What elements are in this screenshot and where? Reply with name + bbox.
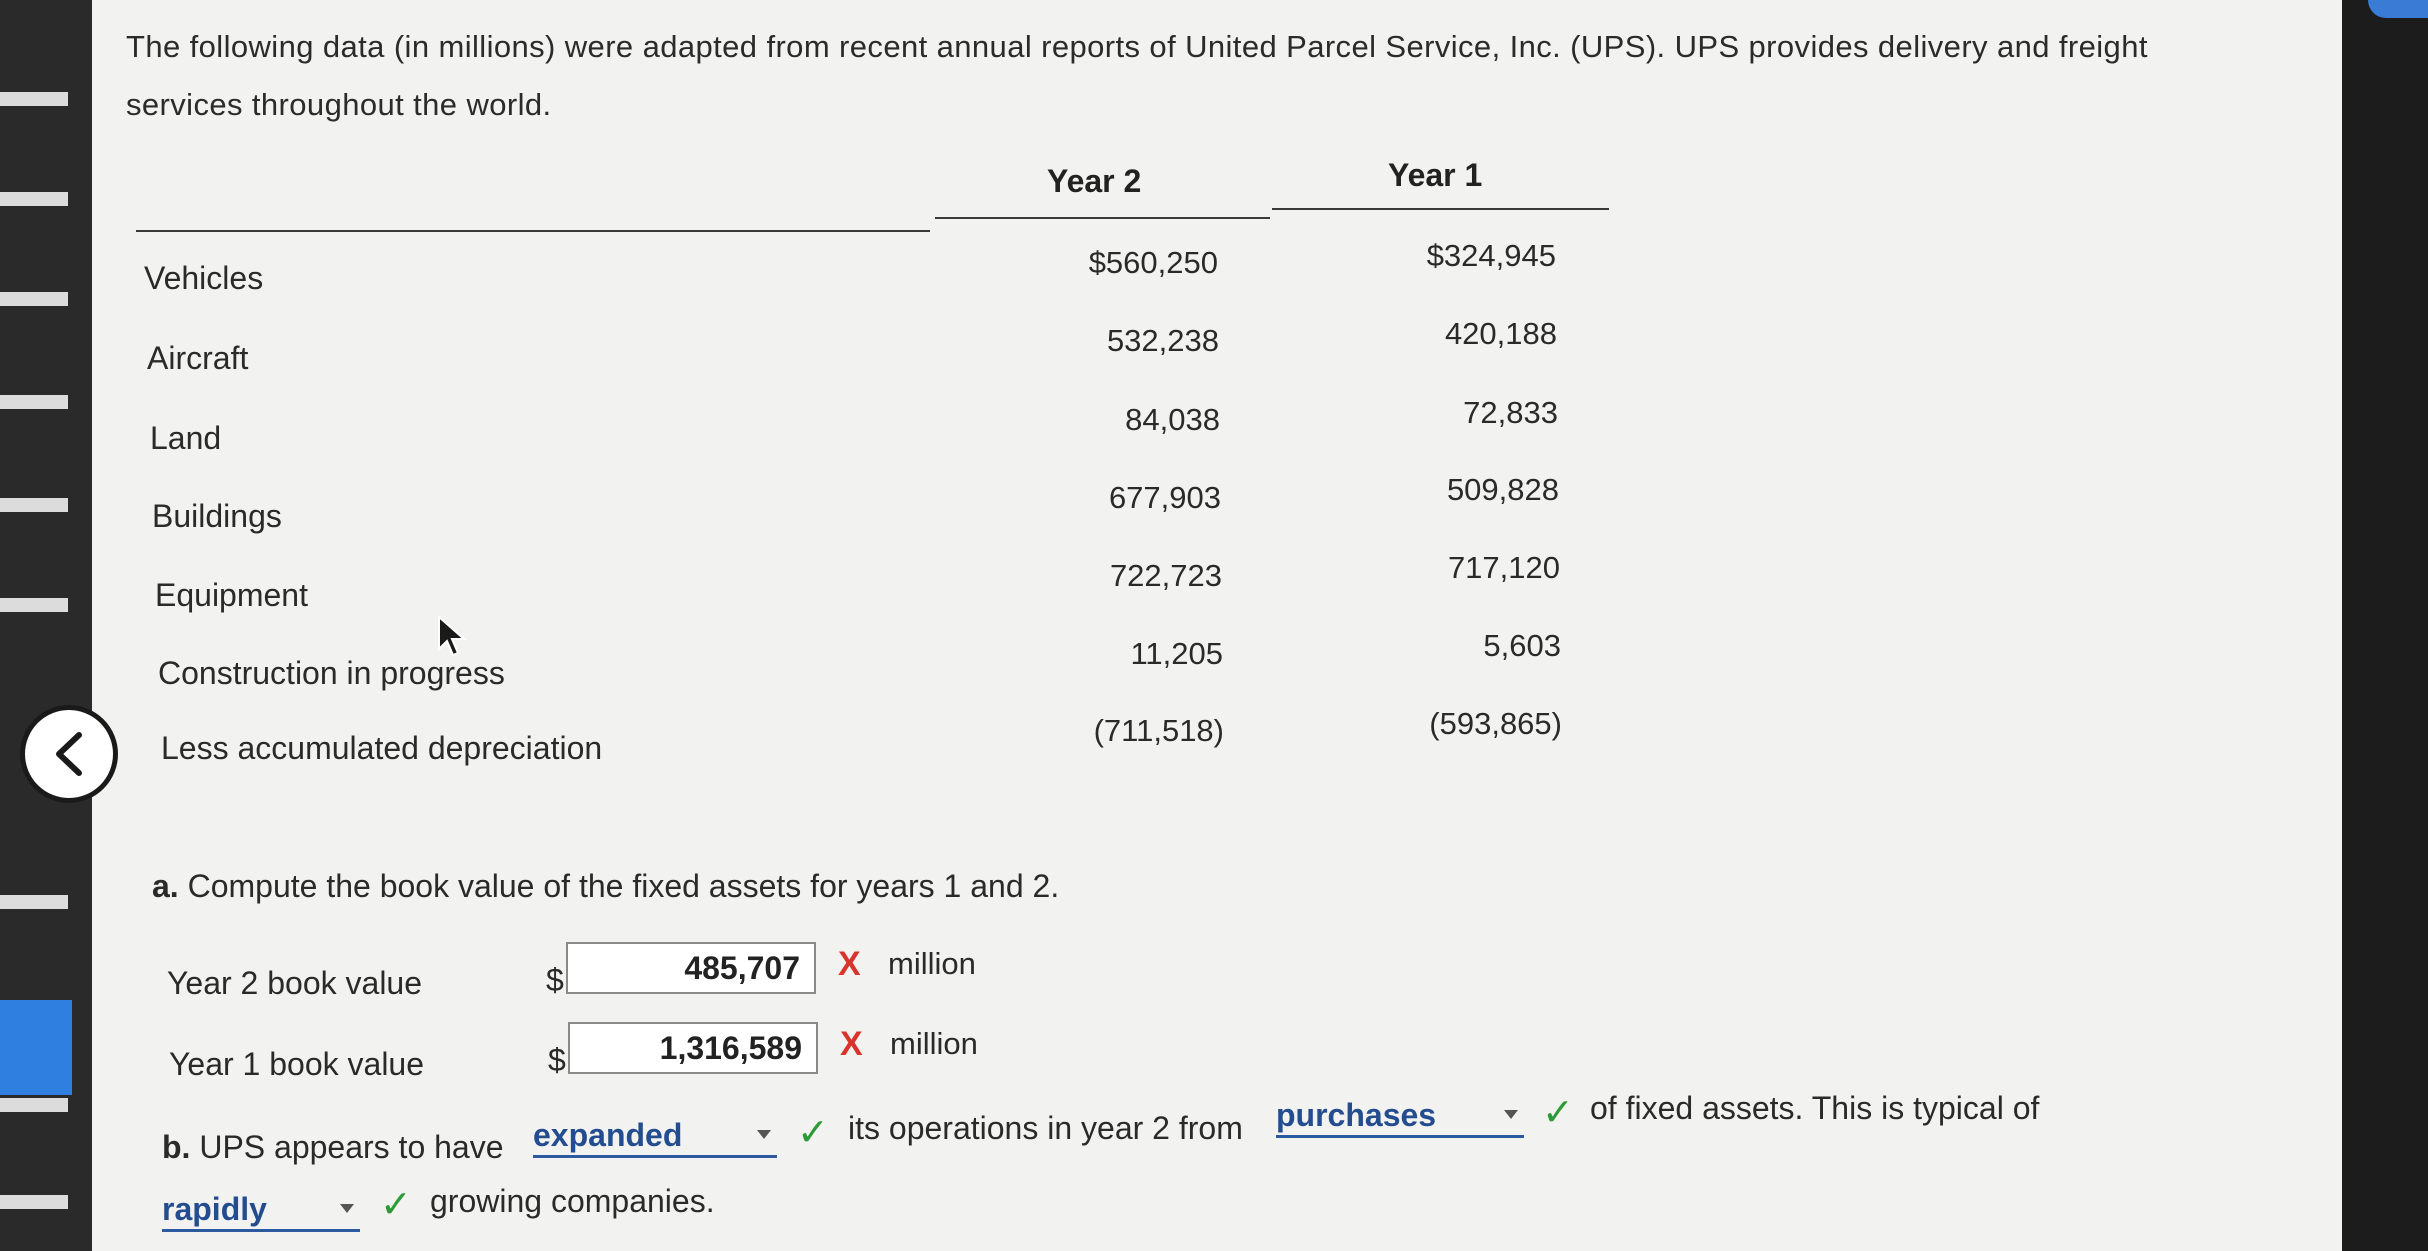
table-rule-year1 <box>1272 208 1609 210</box>
row-label: Less accumulated depreciation <box>161 730 603 766</box>
year2-book-value-input[interactable]: 485,707 <box>566 942 816 994</box>
unit-label: million <box>888 946 976 981</box>
dropdown-rapidly[interactable] <box>162 1192 360 1232</box>
part-b-question-start <box>162 1129 504 1166</box>
part-b-text-3: of fixed assets. This is typical of <box>1590 1090 2040 1126</box>
row-value-year2: 677,903 <box>1108 480 1221 515</box>
part-a-text: Compute the book value of the fixed assets for years 1 and 2. <box>187 868 1060 904</box>
dropdown-expanded[interactable] <box>533 1118 777 1158</box>
row-value-year2: 84,038 <box>1125 402 1220 437</box>
strip-divider <box>0 1098 68 1112</box>
check-mark-icon: ✓ <box>380 1184 412 1226</box>
part-b-text-4: growing companies. <box>430 1183 715 1219</box>
column-header-year2: Year 2 <box>1047 163 1142 199</box>
column-header-year1: Year 1 <box>1388 157 1483 193</box>
check-mark-icon: ✓ <box>1542 1092 1574 1134</box>
year1-book-value-label: Year 1 book value <box>169 1046 425 1082</box>
strip-divider <box>0 192 68 206</box>
row-value-year1: 420,188 <box>1444 316 1557 351</box>
row-value-year1: 72,833 <box>1463 395 1558 430</box>
dropdown-purchases[interactable] <box>1276 1098 1524 1138</box>
table-rule-label <box>136 230 930 232</box>
dropdown-value: purchases <box>1276 1097 1437 1133</box>
row-label: Land <box>150 420 222 456</box>
part-b-text-1: UPS appears to have <box>199 1129 504 1165</box>
row-value-year2: (711,518) <box>1093 713 1224 748</box>
strip-divider <box>0 598 68 612</box>
back-chevron-icon <box>49 729 89 779</box>
strip-highlight <box>0 1000 72 1095</box>
part-b-text-2: its operations in year 2 from <box>848 1110 1243 1146</box>
dropdown-caret-icon <box>340 1204 354 1213</box>
row-label: Vehicles <box>144 260 264 296</box>
check-mark-icon: ✓ <box>797 1112 829 1154</box>
strip-divider <box>0 895 68 909</box>
row-value-year1: $324,945 <box>1426 238 1556 273</box>
question-page <box>92 0 2342 1251</box>
left-device-strip <box>0 0 95 1251</box>
row-value-year2: 532,238 <box>1106 323 1219 358</box>
part-a-prefix: a. <box>152 868 179 904</box>
strip-divider <box>0 292 68 306</box>
currency-symbol: $ <box>548 1042 566 1078</box>
intro-line-2: services throughout the world. <box>126 87 552 122</box>
x-mark-icon: X <box>838 945 861 983</box>
currency-symbol: $ <box>546 962 564 998</box>
row-value-year1: (593,865) <box>1429 706 1562 741</box>
unit-label: million <box>890 1026 978 1061</box>
intro-line-1: The following data (in millions) were adapted from recent annual reports of United Parcel Service, Inc. (UPS). UPS provides delivery and freight <box>126 29 2148 64</box>
dropdown-value: expanded <box>533 1117 683 1153</box>
row-label: Aircraft <box>147 340 249 376</box>
row-value-year2: $560,250 <box>1088 245 1218 280</box>
strip-divider <box>0 395 68 409</box>
table-rule-year2 <box>935 217 1270 219</box>
right-bezel <box>2342 0 2428 1251</box>
corner-button[interactable] <box>2368 0 2428 18</box>
row-value-year2: 722,723 <box>1109 558 1222 593</box>
strip-divider <box>0 92 68 106</box>
row-label: Construction in progress <box>158 655 505 691</box>
part-a-question <box>152 868 1059 905</box>
dropdown-value: rapidly <box>162 1191 267 1227</box>
strip-divider <box>0 1195 68 1209</box>
row-value-year1: 509,828 <box>1446 472 1559 507</box>
dropdown-caret-icon <box>757 1130 771 1139</box>
year2-book-value-label: Year 2 book value <box>167 965 423 1001</box>
row-value-year1: 717,120 <box>1447 550 1560 585</box>
row-value-year2: 11,205 <box>1130 636 1223 671</box>
question-intro <box>126 18 2286 134</box>
part-b-prefix: b. <box>162 1129 191 1165</box>
row-label: Equipment <box>155 577 308 613</box>
row-label: Buildings <box>152 498 282 534</box>
mouse-cursor-icon <box>436 615 470 659</box>
row-value-year1: 5,603 <box>1483 628 1561 663</box>
x-mark-icon: X <box>840 1025 863 1063</box>
dropdown-caret-icon <box>1504 1110 1518 1119</box>
back-button[interactable] <box>20 705 118 803</box>
year1-book-value-input[interactable]: 1,316,589 <box>568 1022 818 1074</box>
strip-divider <box>0 498 68 512</box>
